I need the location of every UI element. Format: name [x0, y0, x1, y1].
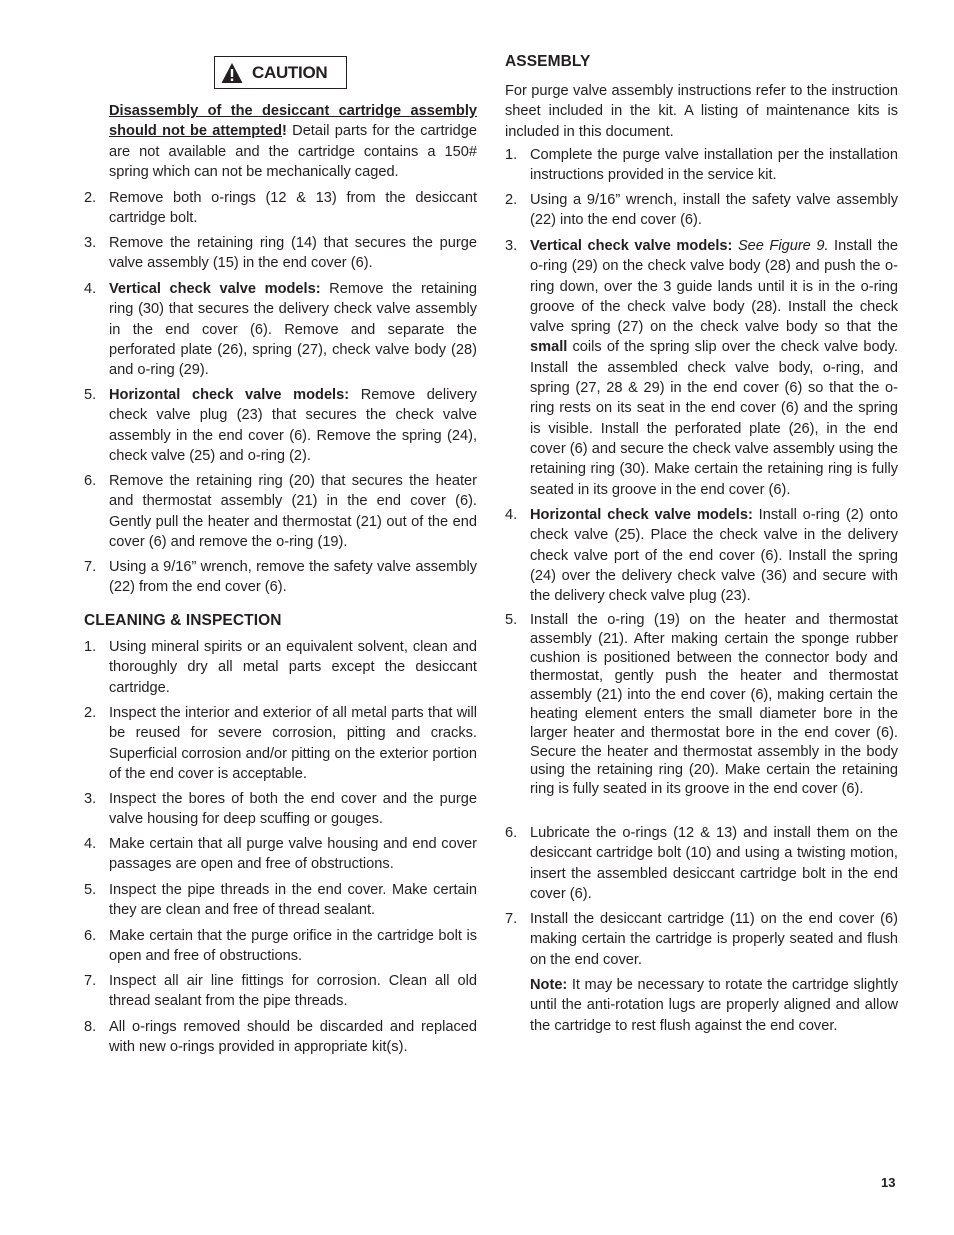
item-text: Make certain that the purge orifice in the cartridge bolt is open and free of obstructions.: [109, 928, 477, 965]
item-text: Install the o-ring (19) on the heater and thermostat assembly (21). After making certain the sponge rubber cushion is positioned between the connector body and thermostat, gently push the heater and thermostat assembly (21) into the end cover (6), making certain the heating element enters the small diameter bore in the larger heater and thermostat bore in the end cover (6). Secure the heater and thermostat assembly in the body using the retaining ring (20). Make certain the retaining ring is fully seated in its groove in the end cover (6).: [530, 612, 898, 798]
item-number: 7.: [84, 559, 97, 575]
item-text: Install the o-ring (29) on the check valve body (28) and push the o-ring down, over the 3 guide lands until it is in the o-ring groove of the check valve body (28). Install the check valve spring (27) on the check valve body so that the: [530, 238, 898, 336]
item-lead: Vertical check valve models:: [530, 238, 733, 254]
item-number: 2.: [84, 190, 97, 206]
item-text: Make certain that all purge valve housing and end cover passages are open and free of obstructions.: [109, 836, 477, 873]
item-text: Inspect the interior and exterior of all metal parts that will be reused for severe corrosion, pitting and cracks. Superficial corrosion and/or pitting on the exterior portion of the end cover is acceptable.: [109, 705, 477, 782]
item-text: Remove the retaining ring (30) that secures the delivery check valve assembly in the end cover (6). Remove and separate the perforated plate (26), spring (27), check valve body (28) and o-ring (29).: [109, 281, 477, 379]
item-number: 2.: [505, 192, 518, 208]
item-number: 6.: [505, 825, 518, 841]
item-text: Using a 9/16” wrench, install the safety valve assembly (22) into the end cover (6).: [530, 192, 898, 229]
item-number: 2.: [84, 705, 97, 721]
note-text: It may be necessary to rotate the cartridge slightly until the anti-rotation lugs are properly aligned and allow the cartridge to rest flush against the end cover.: [530, 977, 898, 1034]
item-lead: Horizontal check valve models:: [530, 507, 753, 523]
page-number: 13: [881, 1175, 896, 1190]
assembly-intro: For purge valve assembly instructions refer to the instruction sheet included in the kit. A listing of maintenance kits is included in this document.: [505, 83, 898, 140]
item-text: Inspect the bores of both the end cover and the purge valve housing for deep scuffing or gouges.: [109, 791, 477, 828]
emphasis-small: small: [530, 339, 568, 356]
item-number: 8.: [84, 1019, 97, 1035]
item-text: Complete the purge valve installation per the installation instructions provided in the service kit.: [530, 147, 898, 184]
item-text: Remove the retaining ring (14) that secures the purge valve assembly (15) in the end cover (6).: [109, 235, 477, 272]
item-number: 3.: [505, 238, 518, 254]
warning-triangle-icon: [221, 62, 243, 84]
assembly-heading: ASSEMBLY: [505, 53, 591, 70]
item-text: Inspect the pipe threads in the end cover. Make certain they are clean and free of thread sealant.: [109, 882, 477, 919]
item-text: Remove both o-rings (12 & 13) from the desiccant cartridge bolt.: [109, 190, 477, 227]
item-number: 5.: [505, 612, 518, 628]
item-number: 3.: [84, 791, 97, 807]
item-number: 6.: [84, 928, 97, 944]
item-text: Inspect all air line fittings for corrosion. Clean all old thread sealant from the pipe threads.: [109, 973, 477, 1010]
cleaning-heading: CLEANING & INSPECTION: [84, 612, 282, 629]
item-text: Remove the retaining ring (20) that secures the heater and thermostat assembly (21) in the end cover (6). Gently pull the heater and thermostat (21) out of the end cover (6) and remove the o-ring (19).: [109, 473, 477, 550]
caution-box: [214, 56, 347, 89]
figure-reference: See Figure 9.: [737, 238, 829, 254]
item-number: 1.: [505, 147, 518, 163]
item-number: 4.: [84, 836, 97, 852]
item-number: 6.: [84, 473, 97, 489]
item-text: All o-rings removed should be discarded and replaced with new o-rings provided in appropriate kit(s).: [109, 1019, 477, 1056]
note-label: Note:: [530, 977, 568, 993]
warning-lead: Disassembly of the desiccant cartridge assembly should not be attempted: [109, 103, 477, 140]
item-number: 3.: [84, 235, 97, 251]
warning-bang: !: [282, 123, 287, 140]
item-text: Using a 9/16” wrench, remove the safety valve assembly (22) from the end cover (6).: [109, 559, 477, 596]
item-text: coils of the spring slip over the check valve body. Install the assembled check valve body, o-ring, and spring (27, 28 & 29) in the end cover (6) so that the o-ring rests on its seat in the end cover (6) and the spring is visible. Install the perforated plate (26), in the end cover (6) and secure the check valve assembly using the retaining ring (30). Make certain the retaining ring is fully seated in its groove in the end cover (6).: [530, 339, 898, 498]
item-number: 4.: [505, 507, 518, 523]
item-number: 5.: [84, 882, 97, 898]
caution-warning-paragraph: [84, 101, 477, 185]
item-text: Using mineral spirits or an equivalent solvent, clean and thoroughly dry all metal parts except the desiccant cartridge.: [109, 639, 477, 696]
item-number: 1.: [84, 639, 97, 655]
caution-label: CAUTION: [252, 62, 328, 82]
item-number: 4.: [84, 281, 97, 297]
item-text: Install o-ring (2) onto check valve (25). Place the check valve in the delivery check valve port of the end cover (6). Install the spring (24) over the delivery check valve (36) and secure with the delivery check valve plug (23).: [530, 507, 898, 605]
item-number: 7.: [84, 973, 97, 989]
item-number: 5.: [84, 387, 97, 403]
item-lead: Vertical check valve models:: [109, 281, 321, 297]
item-lead: Horizontal check valve models:: [109, 387, 350, 403]
item-number: 7.: [505, 911, 518, 927]
warning-rest: Detail parts for the cartridge are not available and the cartridge contains a 150# spring which can not be mechanically caged.: [109, 123, 477, 180]
item-text: Lubricate the o-rings (12 & 13) and install them on the desiccant cartridge bolt (10) and using a twisting motion, insert the assembled desiccant cartridge bolt in the end cover (6).: [530, 825, 898, 902]
item-text: Install the desiccant cartridge (11) on the end cover (6) making certain the cartridge is properly seated and flush on the end cover.: [530, 911, 898, 968]
item-text: Remove delivery check valve plug (23) that secures the check valve assembly in the end cover (6). Remove the spring (24), check valve (25) and o-ring (2).: [109, 387, 477, 464]
